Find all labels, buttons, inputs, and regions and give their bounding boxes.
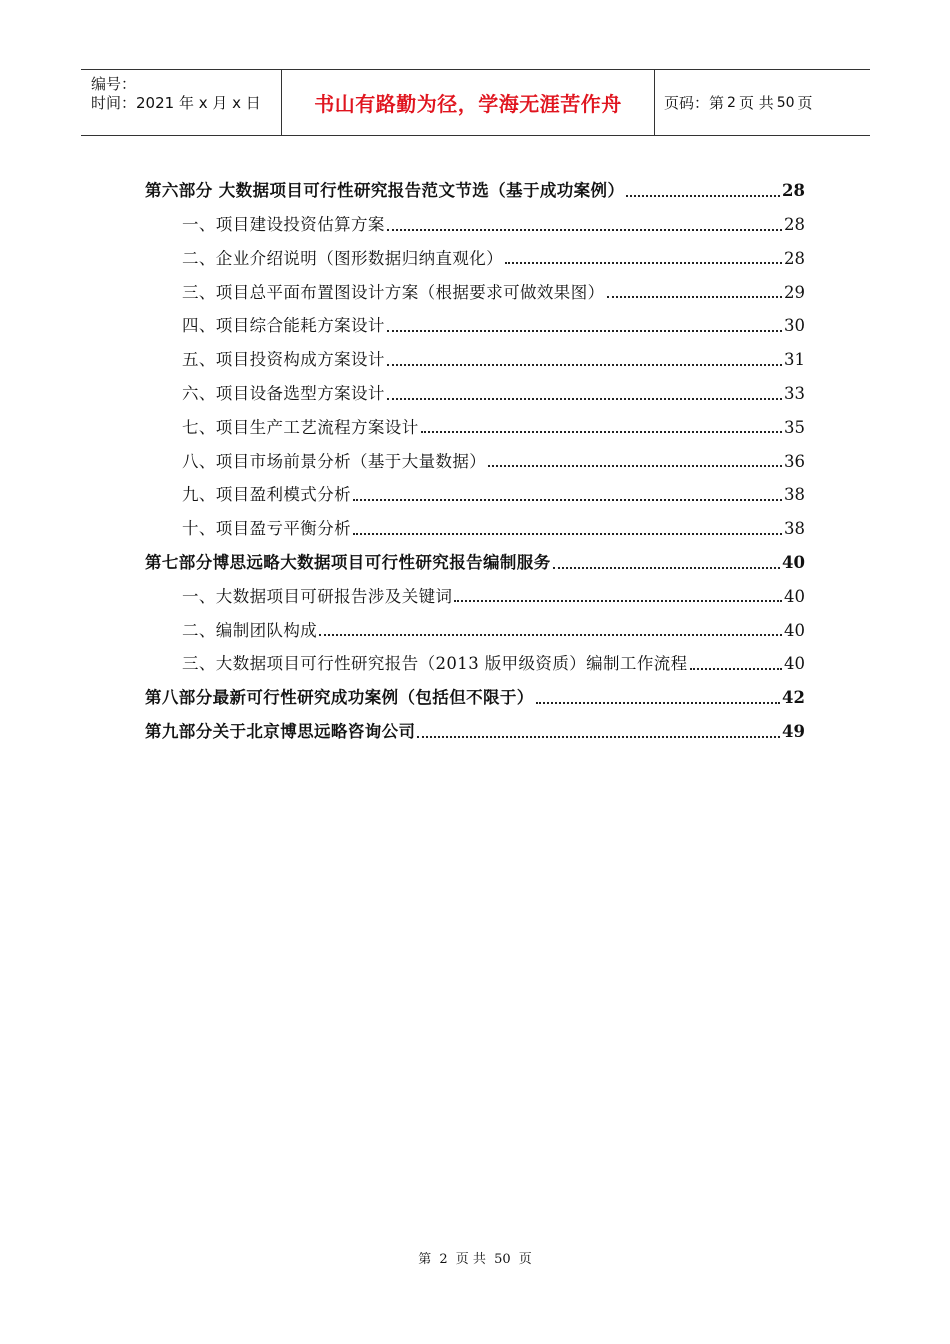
toc-entry-page: 30 — [784, 316, 805, 336]
header-divider — [654, 70, 655, 135]
toc-entry-page: 40 — [784, 586, 805, 606]
toc-dot-leader — [387, 329, 782, 332]
header-page-indicator — [664, 70, 813, 135]
toc-entry-page: 40 — [784, 654, 805, 674]
toc-dot-leader — [387, 397, 782, 400]
toc-dot-leader — [421, 430, 782, 433]
toc-entry-title: 二、企业介绍说明（图形数据归纳直观化） — [182, 248, 504, 268]
toc-subsection-entry[interactable] — [145, 273, 805, 307]
toc-entry-page: 28 — [782, 181, 805, 201]
toc-entry-title: 二、编制团队构成 — [182, 620, 318, 640]
toc-dot-leader — [536, 701, 780, 704]
toc-entry-page: 31 — [784, 350, 805, 370]
toc-subsection-entry[interactable] — [145, 476, 805, 510]
header-page-total: 50 — [776, 94, 795, 111]
toc-subsection-entry[interactable] — [145, 442, 805, 476]
toc-dot-leader — [690, 667, 782, 670]
toc-dot-leader — [417, 735, 780, 738]
toc-dot-leader — [488, 464, 782, 467]
document-time-label: 时间：2021 年 x 月 x 日 — [91, 94, 261, 112]
toc-entry-title: 四、项目综合能耗方案设计 — [182, 316, 385, 336]
toc-entry-title: 第六部分 大数据项目可行性研究报告范文节选（基于成功案例） — [145, 181, 625, 201]
toc-entry-page: 29 — [784, 282, 805, 302]
footer-page-total: 50 — [494, 1252, 511, 1267]
footer-page-number: 2 — [439, 1252, 448, 1267]
table-of-contents — [145, 172, 805, 747]
toc-section-entry[interactable] — [145, 172, 805, 206]
toc-entry-title: 六、项目设备选型方案设计 — [182, 384, 385, 404]
footer-suffix: 页 — [518, 1252, 532, 1267]
toc-section-entry[interactable] — [145, 544, 805, 578]
document-number-label: 编号： — [91, 75, 137, 93]
toc-entry-page: 33 — [784, 384, 805, 404]
toc-entry-title: 一、大数据项目可研报告涉及关键词 — [182, 586, 453, 606]
footer-prefix: 第 — [418, 1252, 432, 1267]
toc-section-entry[interactable] — [145, 713, 805, 747]
page-header — [81, 69, 870, 136]
header-page-middle: 页 共 — [738, 94, 774, 112]
toc-entry-page: 40 — [784, 620, 805, 640]
toc-dot-leader — [553, 566, 780, 569]
toc-entry-page: 49 — [782, 722, 805, 742]
toc-entry-title: 十、项目盈亏平衡分析 — [182, 519, 351, 539]
toc-entry-title: 三、大数据项目可行性研究报告（2013 版甲级资质）编制工作流程 — [182, 654, 688, 674]
toc-entry-page: 35 — [784, 417, 805, 437]
toc-entry-title: 第七部分博思远略大数据项目可行性研究报告编制服务 — [145, 553, 551, 573]
toc-entry-title: 八、项目市场前景分析（基于大量数据） — [182, 451, 487, 471]
page-footer — [0, 1248, 950, 1267]
toc-subsection-entry[interactable] — [145, 510, 805, 544]
toc-entry-page: 38 — [784, 519, 805, 539]
header-page-number: 2 — [727, 94, 736, 111]
toc-dot-leader — [387, 228, 782, 231]
toc-subsection-entry[interactable] — [145, 645, 805, 679]
toc-entry-title: 一、项目建设投资估算方案 — [182, 215, 385, 235]
toc-dot-leader — [353, 498, 782, 501]
toc-dot-leader — [353, 532, 782, 535]
toc-entry-title: 三、项目总平面布置图设计方案（根据要求可做效果图） — [182, 282, 605, 302]
toc-entry-title: 第九部分关于北京博思远略咨询公司 — [145, 722, 416, 742]
header-page-suffix: 页 — [797, 94, 813, 112]
toc-dot-leader — [626, 194, 780, 197]
toc-subsection-entry[interactable] — [145, 341, 805, 375]
toc-subsection-entry[interactable] — [145, 409, 805, 443]
toc-entry-page: 42 — [782, 688, 805, 708]
toc-entry-title: 五、项目投资构成方案设计 — [182, 350, 385, 370]
toc-dot-leader — [505, 261, 782, 264]
toc-entry-title: 七、项目生产工艺流程方案设计 — [182, 417, 419, 437]
toc-entry-title: 第八部分最新可行性研究成功案例（包括但不限于） — [145, 688, 534, 708]
toc-subsection-entry[interactable] — [145, 307, 805, 341]
toc-subsection-entry[interactable] — [145, 578, 805, 612]
toc-subsection-entry[interactable] — [145, 206, 805, 240]
toc-dot-leader — [454, 599, 782, 602]
header-info-cell — [81, 70, 281, 135]
toc-entry-page: 28 — [784, 248, 805, 268]
toc-section-entry[interactable] — [145, 679, 805, 713]
toc-dot-leader — [319, 633, 782, 636]
toc-entry-page: 28 — [784, 215, 805, 235]
toc-subsection-entry[interactable] — [145, 611, 805, 645]
header-motto: 书山有路勤为径，学海无涯苦作舟 — [314, 92, 622, 116]
toc-entry-title: 九、项目盈利模式分析 — [182, 485, 351, 505]
toc-entry-page: 40 — [782, 553, 805, 573]
toc-entry-page: 36 — [784, 451, 805, 471]
toc-subsection-entry[interactable] — [145, 240, 805, 274]
toc-dot-leader — [607, 295, 783, 298]
header-page-prefix: 页码：第 — [664, 94, 725, 112]
toc-subsection-entry[interactable] — [145, 375, 805, 409]
footer-middle: 页 共 — [455, 1252, 486, 1267]
toc-dot-leader — [387, 363, 782, 366]
toc-entry-page: 38 — [784, 485, 805, 505]
